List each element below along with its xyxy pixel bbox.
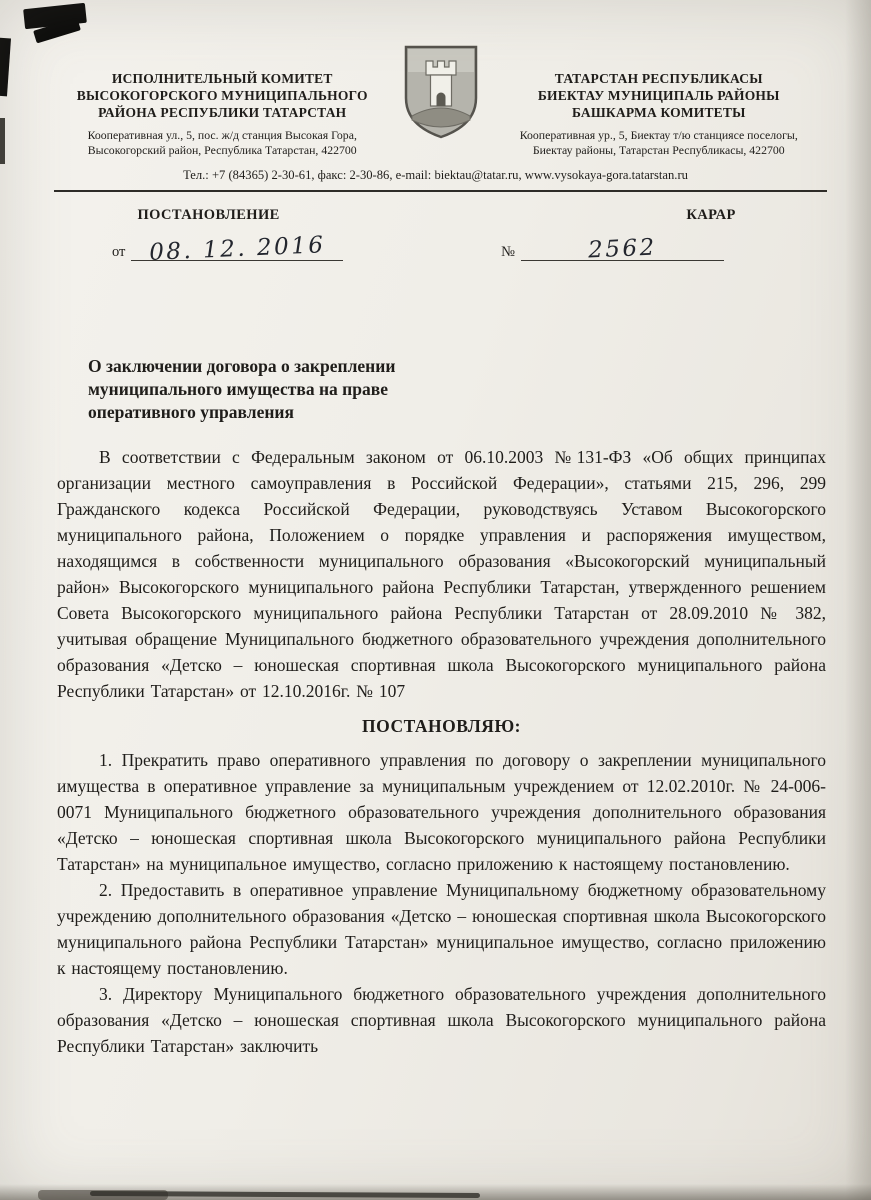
org-name-tatar: [487, 70, 832, 121]
date-line: [131, 232, 343, 266]
number-block: [501, 232, 724, 264]
doc-type-russian: ПОСТАНОВЛЕНИЕ: [137, 207, 280, 223]
item-paragraph-2: 2. Предоставить в оперативное управление Муниципальному бюджетному образовательному учреждению дополнительного образования «Детско – юношеская спортивная школа Высокогорского муниципального района Республики Татарстан» муниципальное имущество, согласно приложению к настоящему постановлению.: [57, 880, 826, 978]
scan-edge-shadow: [845, 0, 871, 1200]
org-name-line: ТАТАРСТАН РЕСПУБЛИКАСЫ: [554, 71, 763, 86]
coat-of-arms-icon: [402, 44, 480, 140]
document-body: [57, 444, 826, 1059]
resolution-heading: ПОСТАНОВЛЯЮ:: [362, 716, 521, 736]
org-name-line: БАШКАРМА КОМИТЕТЫ: [571, 105, 746, 120]
document-title-line: муниципального имущества на праве: [88, 379, 388, 399]
org-name-line: РАЙОНА РЕСПУБЛИКИ ТАТАРСТАН: [98, 105, 347, 120]
date-value-handwritten: 08. 12. 2016: [148, 232, 327, 266]
letterhead: [0, 0, 871, 158]
org-name-line: БИЕКТАУ МУНИЦИПАЛЬ РАЙОНЫ: [537, 88, 780, 103]
org-name-line: ВЫСОКОГОРСКОГО МУНИЦИПАЛЬНОГО: [76, 88, 368, 103]
document-title-line: оперативного управления: [88, 402, 294, 422]
doc-type-row: [54, 207, 827, 224]
doc-type-tatar: КАРАР: [686, 207, 736, 223]
number-value-handwritten: 2562: [587, 234, 658, 264]
scan-artifact: [0, 118, 5, 164]
org-block-tatar: [487, 44, 832, 158]
document-title: [88, 355, 826, 424]
number-line: [521, 232, 724, 264]
item-paragraph-3: 3. Директору Муниципального бюджетного образовательного учреждения дополнительного образования «Детско – юношеская спортивная школа Высокогорского муниципального района Республики Татарстан» заключить: [57, 984, 826, 1056]
date-block: [112, 232, 343, 266]
intro-paragraph: В соответствии с Федеральным законом от 06.10.2003 №131-ФЗ «Об общих принципах организации местного самоуправления в Российской Федерации», статьями 215, 296, 299 Гражданского кодекса Российской Федерации, руководствуясь Уставом Высокогорского муниципального района, Положением о порядке управления и распоряжения имуществом, находящимся в собственности муниципального образования «Высокогорский муниципальный район» Высокогорского муниципального района Республики Татарстан, утвержденного решением Совета Высокогорского муниципального района Республики Татарстан от 28.09.2010 № 382, учитывая обращение Муниципального бюджетного образовательного учреждения дополнительного образования «Детско – юношеская спортивная школа Высокогорского муниципального района Республики Татарстан» от 12.10.2016г. № 107: [57, 447, 826, 701]
org-address-line: Кооперативная ур., 5, Биектау т/ю станциясе поселогы,: [519, 128, 798, 142]
org-name-line: ИСПОЛНИТЕЛЬНЫЙ КОМИТЕТ: [111, 71, 333, 86]
org-address-line: Высокогорский район, Республика Татарстан, 422700: [87, 143, 357, 157]
document-title-line: О заключении договора о закреплении: [88, 356, 396, 376]
org-address-line: Биектау районы, Татарстан Республикасы, 422700: [532, 143, 785, 157]
emblem-container: [395, 44, 487, 140]
divider-line: [54, 190, 827, 192]
contact-line: Тел.: +7 (84365) 2-30-61, факс: 2-30-86, e-mail: biektau@tatar.ru, www.vysokaya-gora.tatarstan.ru: [183, 168, 688, 182]
number-label: №: [501, 244, 515, 260]
meta-row: [54, 232, 827, 266]
org-address-tatar: [487, 128, 832, 158]
org-address-russian: [50, 128, 395, 158]
org-block-russian: [50, 44, 395, 158]
org-address-line: Кооперативная ул., 5, пос. ж/д станция Высокая Гора,: [87, 128, 357, 142]
org-name-russian: [50, 70, 395, 121]
date-label: от: [112, 244, 126, 260]
item-paragraph-1: 1. Прекратить право оперативного управления по договору о закреплении муниципального имущества в оперативное управление за муниципальным учреждением от 12.02.2010г. № 24-006-0071 Муниципального бюджетного образовательного учреждения дополнительного образования «Детско – юношеская спортивная школа Высокогорского муниципального района Республики Татарстан» на муниципальное имущество, согласно приложению к настоящему постановлению.: [57, 750, 826, 874]
